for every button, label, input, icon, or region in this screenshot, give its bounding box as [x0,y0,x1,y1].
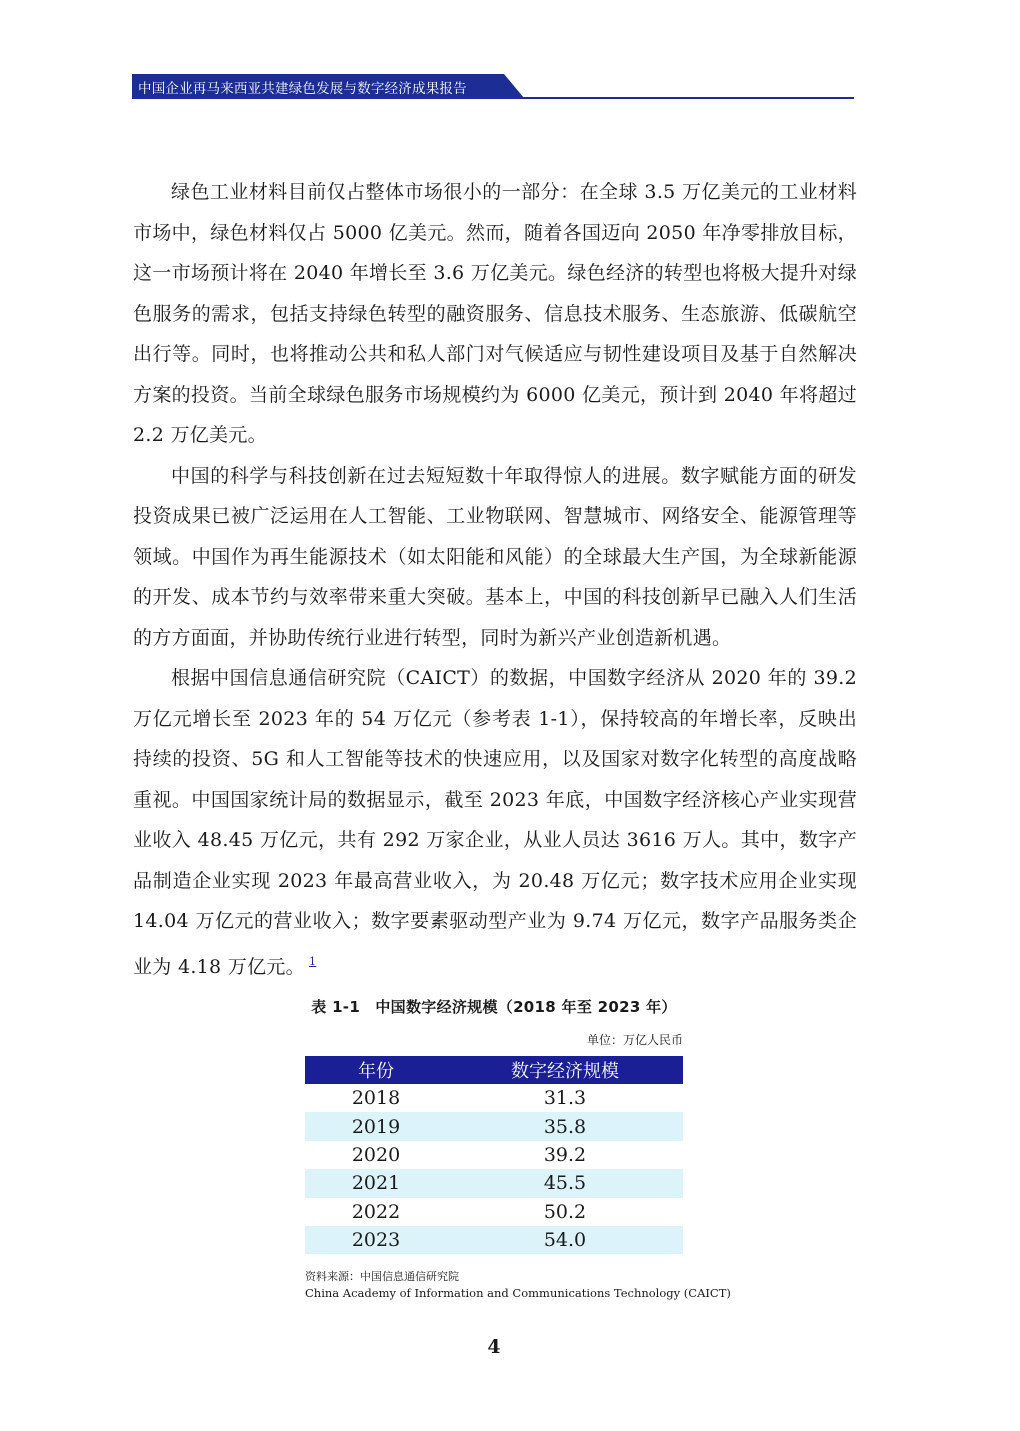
cell-year: 2019 [305,1112,447,1140]
digital-economy-table [305,1056,683,1254]
header-rule [132,97,854,99]
cell-value: 50.2 [543,1200,587,1223]
paragraph-digital-economy [133,658,857,987]
cell-value: 45.5 [447,1169,683,1197]
table-row [305,1226,683,1254]
body-text [133,172,857,987]
cell-value: 31.3 [543,1087,587,1110]
paragraph-green-materials: 绿色工业材料目前仅占整体市场很小的一部分：在全球 3.5 万亿美元的工业材料市场中，绿色材料仅占 5000 亿美元。然而，随着各国迈向 2050 年净零排放目标，这一市场预计将在 2040 年增长至 3.6 万亿美元。绿色经济的转型也将极大提升对绿色服务的需求，包括支持绿色转型的融资服务、信息技术服务、生态旅游、低碳航空出行等。同时，也将推动公共和私人部门对气候适应与韧性建设项目及基于自然解决方案的投资。当前全球绿色服务市场规模约为 6000 亿美元，预计到 2040 年将超过 2.2 万亿美元。 [133,181,857,446]
table-caption: 表 1-1 中国数字经济规模（2018 年至 2023 年） [311,998,677,1016]
table-source: 资料来源：中国信息通信研究院 [305,1270,459,1283]
table-row [305,1198,683,1226]
footnote-reference[interactable]: 1 [308,954,317,968]
table-row [305,1112,683,1140]
table-unit: 单位：万亿人民币 [586,1033,683,1047]
cell-year: 2021 [305,1169,447,1197]
cell-value: 35.8 [447,1112,683,1140]
header-scale: 数字经济规模 [447,1056,683,1084]
table-row [305,1169,683,1197]
cell-value: 54.0 [447,1226,683,1254]
header-title: 中国企业再马来西亚共建绿色发展与数字经济成果报告 [138,81,467,97]
cell-value: 39.2 [543,1143,587,1166]
table-source-english: China Academy of Information and Communications Technology (CAICT) [305,1286,731,1300]
page-number: 4 [487,1336,501,1358]
table-header-row [305,1056,683,1084]
header-year: 年份 [305,1056,447,1084]
cell-year: 2023 [305,1226,447,1254]
table-row [305,1141,683,1169]
cell-year: 2018 [351,1087,401,1110]
cell-year: 2022 [351,1200,401,1223]
running-header [132,74,854,100]
table-row [305,1084,683,1112]
cell-year: 2020 [351,1143,401,1166]
paragraph-digital-economy-text: 根据中国信息通信研究院（CAICT）的数据，中国数字经济从 2020 年的 39.2 万亿元增长至 2023 年的 54 万亿元（参考表 1-1），保持较高的年增长率，反映出持续的投资、5G 和人工智能等技术的快速应用，以及国家对数字化转型的高度战略重视。中国国家统计局的数据显示，截至 2023 年底，中国数字经济核心产业实现营业收入 48.45 万亿元，共有 292 万家企业，从业人员达 3616 万人。其中，数字产品制造企业实现 2023 年最高营业收入，为 20.48 万亿元；数字技术应用企业实现 14.04 万亿元的营业收入；数字要素驱动型产业为 9.74 万亿元，数字产品服务类企业为 4.18 万亿元。 [133,667,857,978]
paragraph-tech-innovation: 中国的科学与科技创新在过去短短数十年取得惊人的进展。数字赋能方面的研发投资成果已被广泛运用在人工智能、工业物联网、智慧城市、网络安全、能源管理等领域。中国作为再生能源技术（如太阳能和风能）的全球最大生产国，为全球新能源的开发、成本节约与效率带来重大突破。基本上，中国的科技创新早已融入人们生活的方方面面，并协助传统行业进行转型，同时为新兴产业创造新机遇。 [133,464,857,649]
